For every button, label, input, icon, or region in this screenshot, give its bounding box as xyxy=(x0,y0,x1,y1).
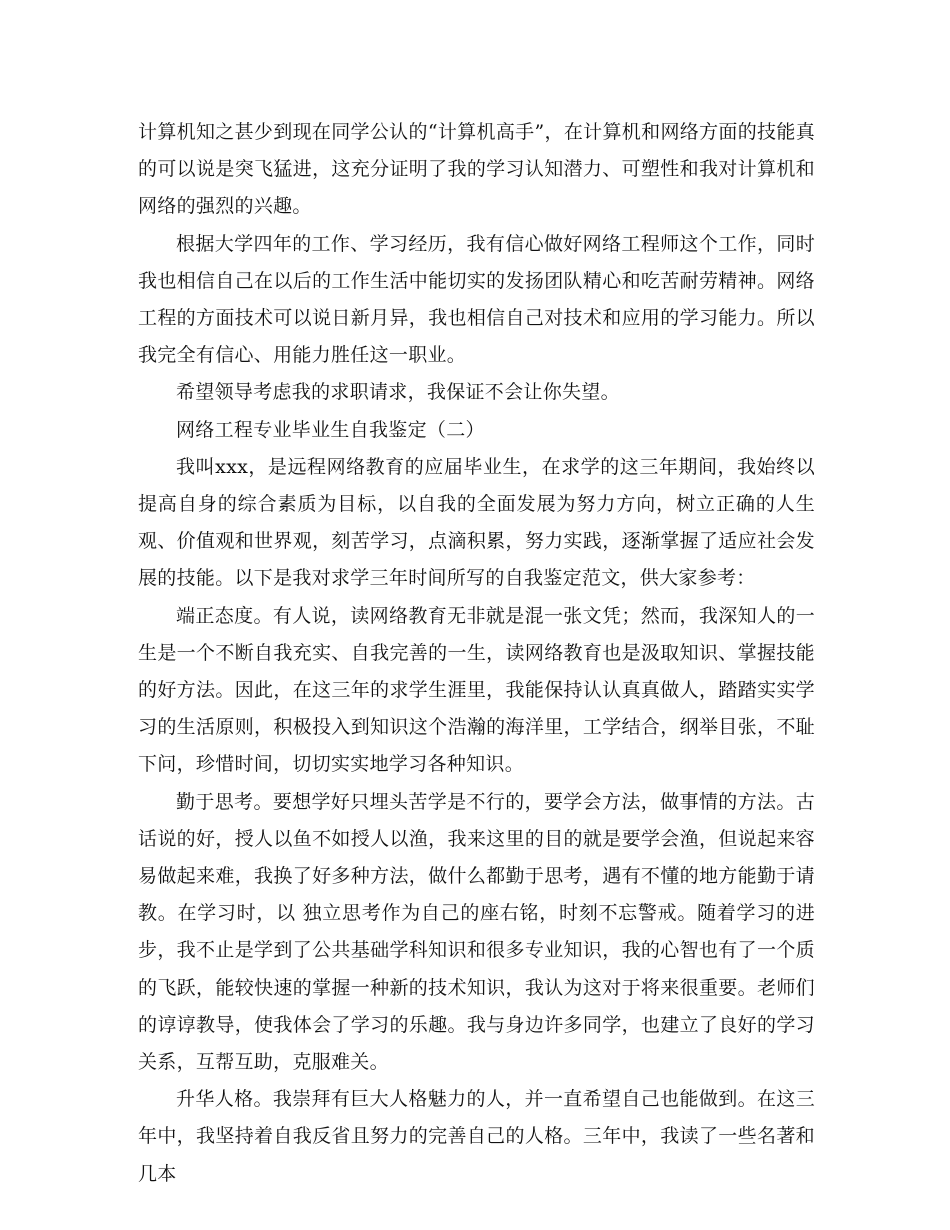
paragraph-character: 升华人格。我崇拜有巨大人格魅力的人，并一直希望自己也能做到。在这三年中，我坚持着自我反省且努力的完善自己的人格。三年中，我读了一些名著和几本 xyxy=(138,1088,815,1185)
paragraph-introduction: 我叫xxx，是远程网络教育的应届毕业生，在求学的这三年期间，我始终以提高自身的综合素质为目标，以自我的全面发展为努力方向，树立正确的人生观、价值观和世界观，刻苦学习，点滴积累，努力实践，逐渐掌握了适应社会发展的技能。以下是我对求学三年时间所写的自我鉴定范文，供大家参考： xyxy=(138,455,815,590)
paragraph-request: 希望领导考虑我的求职请求，我保证不会让你失望。 xyxy=(176,381,620,404)
paragraph-confidence: 根据大学四年的工作、学习经历，我有信心做好网络工程师这个工作，同时我也相信自己在以后的工作生活中能切实的发扬团队精心和吃苦耐劳精神。网络工程的方面技术可以说日新月异，我也相信自己对技术和应用的学习能力。所以我完全有信心、用能力胜任这一职业。 xyxy=(138,232,815,367)
section-heading: 网络工程专业毕业生自我鉴定（二） xyxy=(176,418,485,441)
paragraph-thinking: 勤于思考。要想学好只埋头苦学是不行的，要学会方法，做事情的方法。古话说的好，授人以鱼不如授人以渔，我来这里的目的就是要学会渔，但说起来容易做起来难，我换了好多种方法，做什么都勤于思考，遇有不懂的地方能勤于请教。在学习时，以 独立思考作为自己的座右铭，时刻不忘警戒。随着学习的进步，我不止是学到了公共基础学科知识和很多专业知识，我的心智也有了一个质的飞跃，能较快速的掌握一种新的技术知识，我认为这对于将来很重要。老师们的谆谆教导，使我体会了学习的乐趣。我与身边许多同学，也建立了良好的学习关系，互帮互助，克服难关。 xyxy=(138,790,815,1074)
paragraph-intro-continued: 计算机知之甚少到现在同学公认的“计算机高手”，在计算机和网络方面的技能真的可以说是突飞猛进，这充分证明了我的学习认知潜力、可塑性和我对计算机和网络的强烈的兴趣。 xyxy=(138,121,815,218)
paragraph-attitude: 端正态度。有人说，读网络教育无非就是混一张文凭；然而，我深知人的一生是一个不断自我充实、自我完善的一生，读网络教育也是汲取知识、掌握技能的好方法。因此，在这三年的求学生涯里，我能保持认认真真做人，踏踏实实学习的生活原则，积极投入到知识这个浩瀚的海洋里，工学结合，纲举目张，不耻下问，珍惜时间，切切实实地学习各种知识。 xyxy=(138,604,815,776)
